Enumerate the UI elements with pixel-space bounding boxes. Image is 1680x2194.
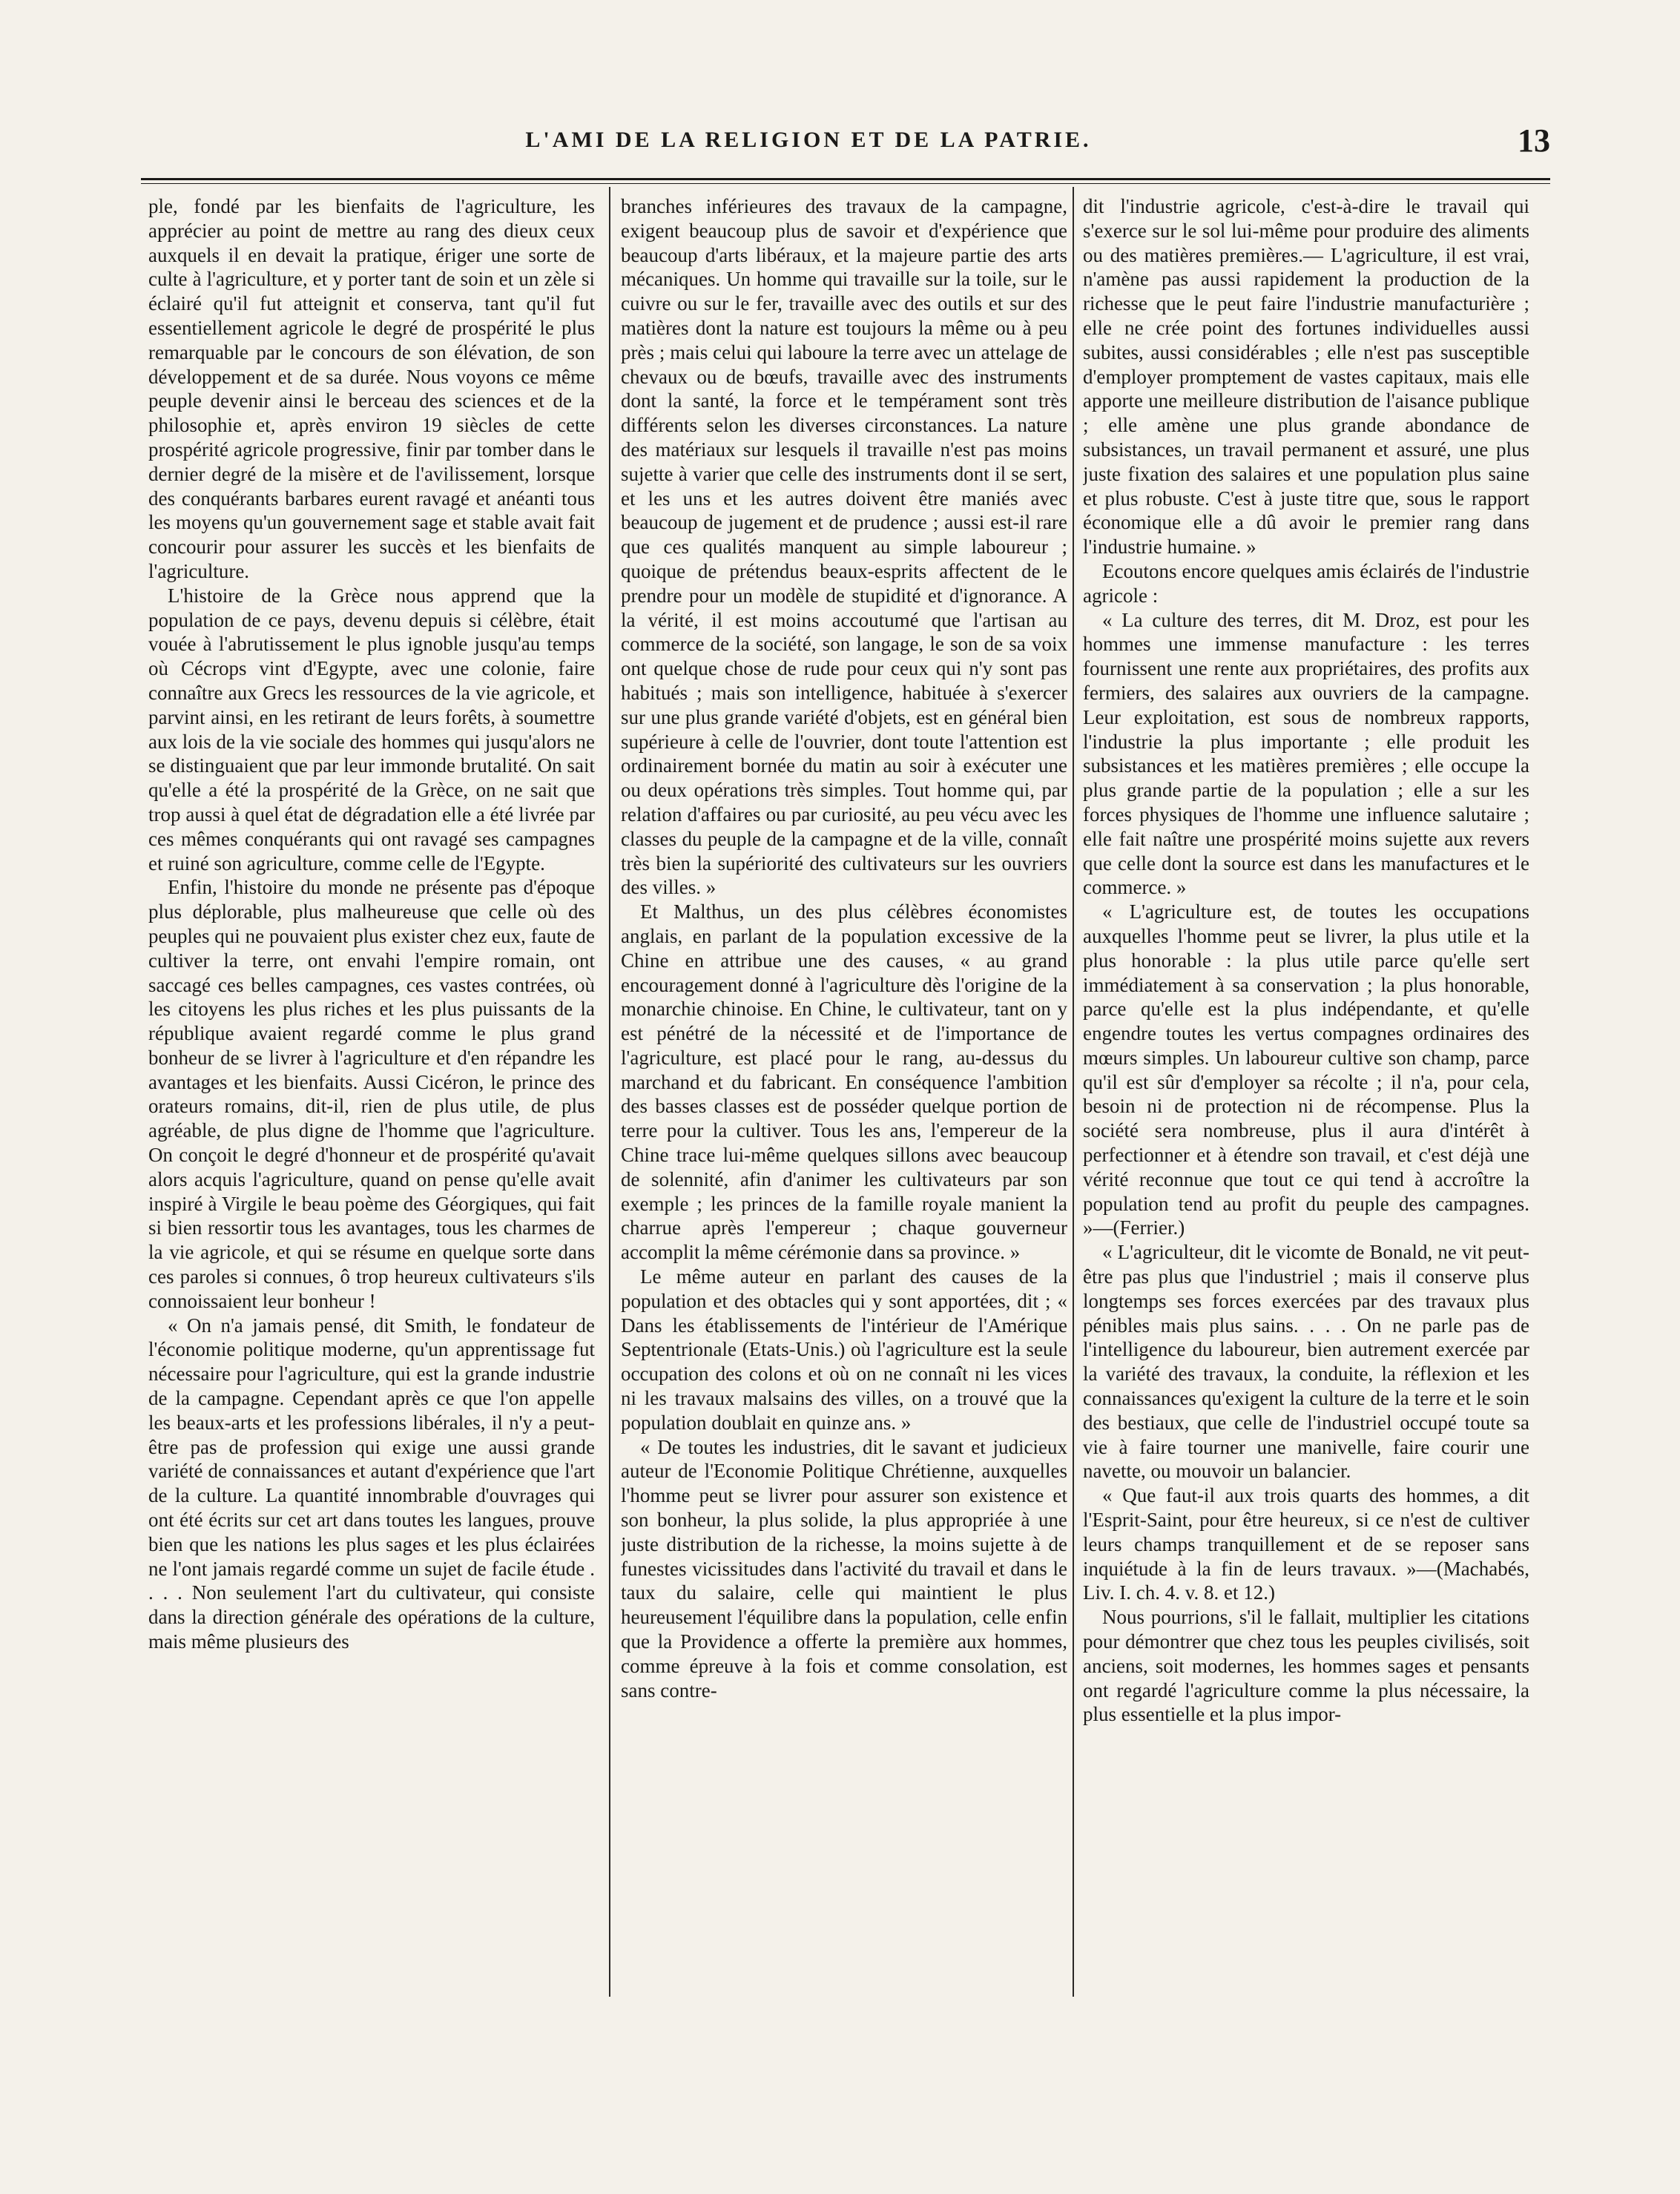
paragraph: « L'agriculture est, de toutes les occupations auxquelles l'homme peut se livrer, la plus utile et la plus honorable : la plus utile parce qu'elle sert immédiatement à sa conservation ; la plus honorable, parce qu'elle est la plus indépendante, et qu'elle engendre toutes les vertus compagnes ordinaires des mœurs simples. Un laboureur cultive son champ, parce qu'il est sûr d'employer sa récolte ; il n'a, pour cela, besoin ni de protection ni de récompense. Plus la société sera nombreuse, plus il aura d'intérêt à perfectionner et à étendre son travail, et c'est déjà une vérité reconnue que tout ce qui tend à accroître la population tend au profit du peuple des campagnes. »—(Ferrier.)	[1083, 900, 1529, 1239]
paragraph: Ecoutons encore quelques amis éclairés de l'industrie agricole :	[1083, 559, 1529, 607]
column-divider	[609, 187, 610, 1997]
paragraph: « L'agriculteur, dit le vicomte de Bonald, ne vit peut-être pas plus que l'industriel ; mais il conserve plus longtemps ses forces exercées par des travaux plus pénibles mais plus sains. . . . On ne parle pas de l'intelligence du laboureur, bien autrement exercée par la variété des travaux, la conduite, la réflexion et les connaissances qu'exigent la culture de la terre et le soin des bestiaux, que celle de l'industriel occupé toute sa vie à faire tourner une manivelle, faire courir une navette, ou mouvoir un balancier.	[1083, 1241, 1529, 1483]
column-divider	[1073, 187, 1074, 1997]
text-column-1	[148, 194, 595, 2004]
paragraph: dit l'industrie agricole, c'est-à-dire le travail qui s'exerce sur le sol lui-même pour produire des aliments ou des matières premières.— L'agriculture, il est vrai, n'amène pas aussi rapidement la production de la richesse que le peut faire l'industrie manufacturière ; elle ne crée point des fortunes individuelles aussi subites, aussi considérables ; elle n'est pas susceptible d'employer promptement de vastes capitaux, mais elle apporte une meilleure distribution de l'aisance publique ; elle amène une plus grande abondance de subsistances, un travail permanent et assuré, une plus juste fixation des salaires et une population plus saine et plus robuste. C'est à juste titre que, sous le rapport économique elle a dû avoir le premier rang dans l'industrie humaine. »	[1083, 195, 1529, 559]
paragraph: Nous pourrions, s'il le fallait, multiplier les citations pour démontrer que chez tous les peuples civilisés, soit anciens, soit modernes, les hommes sages et pensants ont regardé l'agriculture comme la plus nécessaire, la plus essentielle et la plus impor-	[1083, 1606, 1529, 1726]
text-column-3	[1083, 194, 1529, 2004]
paragraph: « La culture des terres, dit M. Droz, est pour les hommes une immense manufacture : les terres fournissent une rente aux propriétaires, des profits aux fermiers, des salaires aux ouvriers de la campagne. Leur exploitation, est sous de nombreux rapports, l'industrie la plus importante ; elle produit les subsistances et les matières premières ; elle occupe la plus grande partie de la population ; elle a sur les forces physiques de l'homme une influence salutaire ; elle fait naître une prospérité moins sujette aux revers que celle dont la source est dans les manufactures et le commerce. »	[1083, 608, 1529, 899]
header-rule	[141, 178, 1550, 180]
page-number: 13	[1518, 122, 1550, 159]
header-rule-thin	[141, 183, 1550, 184]
paragraph: Et Malthus, un des plus célèbres économistes anglais, en parlant de la population excessive de la Chine en attribue une des causes, « au grand encouragement donné à l'agriculture dès l'origine de la monarchie chinoise. En Chine, le cultivateur, tant on y est pénétré de la nécessité et de l'importance de l'agriculture, est placé pour le rang, au-dessus du marchand et du fabricant. En conséquence l'ambition des basses classes est de posséder quelque portion de terre pour la cultiver. Tous les ans, l'empereur de la Chine trace lui-même quelques sillons avec beaucoup de solennité, afin d'animer les cultivateurs par son exemple ; les princes de la famille royale manient la charrue après l'empereur ; chaque gouverneur accomplit la même cérémonie dans sa province. »	[621, 900, 1067, 1264]
page-header	[141, 122, 1550, 169]
paragraph: branches inférieures des travaux de la campagne, exigent beaucoup plus de savoir et d'expérience que beaucoup d'arts libéraux, et la majeure partie des arts mécaniques. Un homme qui travaille sur la toile, sur le cuivre ou sur le fer, travaille avec des outils et sur des matières dont la nature est toujours la même ou à peu près ; mais celui qui laboure la terre avec un attelage de chevaux ou de bœufs, travaille avec des instruments dont la santé, la force et le tempérament sont très différents selon les diverses circonstances. La nature des matériaux sur lesquels il travaille n'est pas moins sujette à varier que celle des instruments dont il se sert, et les uns et les autres doivent être maniés avec beaucoup de jugement et de prudence ; aussi est-il rare que ces qualités manquent au simple laboureur ; quoique de prétendus beaux-esprits affectent de le prendre pour un modèle de stupidité et d'ignorance. A la vérité, il est moins accoutumé que l'artisan au commerce de la société, son langage, le son de sa voix ont quelque chose de rude pour ceux qui n'y sont pas habitués ; mais son intelligence, habituée à s'exercer sur une plus grande variété d'objets, est en général bien supérieure à celle de l'ouvrier, dont toute l'attention est ordinairement bornée du matin au soir à exécuter une ou deux opérations très simples. Tout homme qui, par relation d'affaires ou par curiosité, au peu vécu avec les classes du peuple de la campagne et de la ville, connaît très bien la supériorité des cultivateurs sur les ouvriers des villes. »	[621, 195, 1067, 899]
paragraph: Enfin, l'histoire du monde ne présente pas d'époque plus déplorable, plus malheureuse que celle où des peuples qui ne pouvaient plus exister chez eux, faute de cultiver la terre, ont envahi l'empire romain, ont saccagé ces belles campagnes, ces vastes contrées, où les citoyens les plus riches et les plus puissants de la république avaient regardé comme le plus grand bonheur de se livrer à l'agriculture et d'en répandre les avantages et les bienfaits. Aussi Cicéron, le prince des orateurs romains, dit-il, rien de plus utile, de plus agréable, de plus digne de l'homme que l'agriculture. On conçoit le degré d'honneur et de prospérité qu'avait alors acquis l'agriculture, quand on pense qu'elle avait inspiré à Virgile le beau poème des Géorgiques, qui fait si bien ressortir tous les avantages, tous les charmes de la vie agricole, et qui se résume en quelque sorte dans ces paroles si connues, ô trop heureux cultivateurs s'ils connoissaient leur bonheur !	[148, 876, 595, 1312]
paragraph: « On n'a jamais pensé, dit Smith, le fondateur de l'économie politique moderne, qu'un apprentissage fut nécessaire pour l'agriculture, qui est la grande industrie de la campagne. Cependant après ce que l'on appelle les beaux-arts et les professions libérales, il n'y a peut-être pas de profession qui exige une aussi grande variété de connaissances et autant d'expérience que l'art de la culture. La quantité innombrable d'ouvrages qui ont été écrits sur cet art dans toutes les langues, prouve bien que les nations les plus sages et les plus éclairées ne l'ont jamais regardé comme un sujet de facile étude . . . . Non seulement l'art du cultivateur, qui consiste dans la direction générale des opérations de la culture, mais même plusieurs des	[148, 1314, 595, 1653]
paragraph: L'histoire de la Grèce nous apprend que la population de ce pays, devenu depuis si célèbre, était vouée à l'abrutissement le plus ignoble jusqu'au temps où Cécrops vint d'Egypte, avec une colonie, faire connaître aux Grecs les ressources de la vie agricole, et parvint ainsi, en les retirant de leurs forêts, à soumettre aux lois de la vie sociale des hommes qui jusqu'alors ne se distinguaient que par leur immonde brutalité. On sait qu'elle a été la prospérité de la Grèce, on ne sait que trop aussi à quel état de dégradation elle a été livrée par ces mêmes conquérants qui ont ravagé ses campagnes et ruiné son agriculture, comme celle de l'Egypte.	[148, 584, 595, 874]
running-title: L'AMI DE LA RELIGION ET DE LA PATRIE.	[525, 128, 1092, 152]
text-column-2	[621, 194, 1067, 2004]
paragraph: ple, fondé par les bienfaits de l'agriculture, les apprécier au point de mettre au rang des dieux ceux auxquels il en devait la pratique, ériger une sorte de culte à l'agriculture, et y porter tant de soin et un zèle si éclairé qu'il fut atteignit et conserva, tant qu'il fut essentiellement agricole le degré de prospérité le plus remarquable par le concours de son élévation, de son développement et de sa durée. Nous voyons ce même peuple devenir ainsi le berceau des sciences et de la philosophie et, après environ 19 siècles de cette prospérité agricole progressive, finir par tomber dans le dernier degré de la misère et de l'avilissement, lorsque des conquérants barbares eurent ravagé et anéanti tous les moyens qu'un gouvernement sage et stable avait fait concourir pour assurer les succès et les bienfaits de l'agriculture.	[148, 195, 595, 582]
paragraph: « Que faut-il aux trois quarts des hommes, a dit l'Esprit-Saint, pour être heureux, si ce n'est de cultiver leurs champs tranquillement et de se reposer sans inquiétude à la fin de leurs travaux. »—(Machabés, Liv. I. ch. 4. v. 8. et 12.)	[1083, 1484, 1529, 1604]
paragraph: « De toutes les industries, dit le savant et judicieux auteur de l'Economie Politique Chrétienne, auxquelles l'homme peut se livrer pour assurer son existence et son bonheur, la plus solide, la plus appropriée à une juste distribution de la richesse, la moins sujette à de funestes vicissitudes dans l'activité du travail et dans le taux du salaire, celle qui maintient le plus heureusement l'équilibre dans la population, celle enfin que la Providence a offerte la première aux hommes, comme épreuve à la fois et comme consolation, est sans contre-	[621, 1435, 1067, 1701]
paragraph: Le même auteur en parlant des causes de la population et des obtacles qui y sont apportées, dit ; « Dans les établissements de l'intérieur de l'Amérique Septentrionale (Etats-Unis.) où l'agriculture est la seule occupation des colons et où on ne connaît ni les vices ni les travaux malsains des villes, on a trouvé que la population doublait en quinze ans. »	[621, 1265, 1067, 1434]
